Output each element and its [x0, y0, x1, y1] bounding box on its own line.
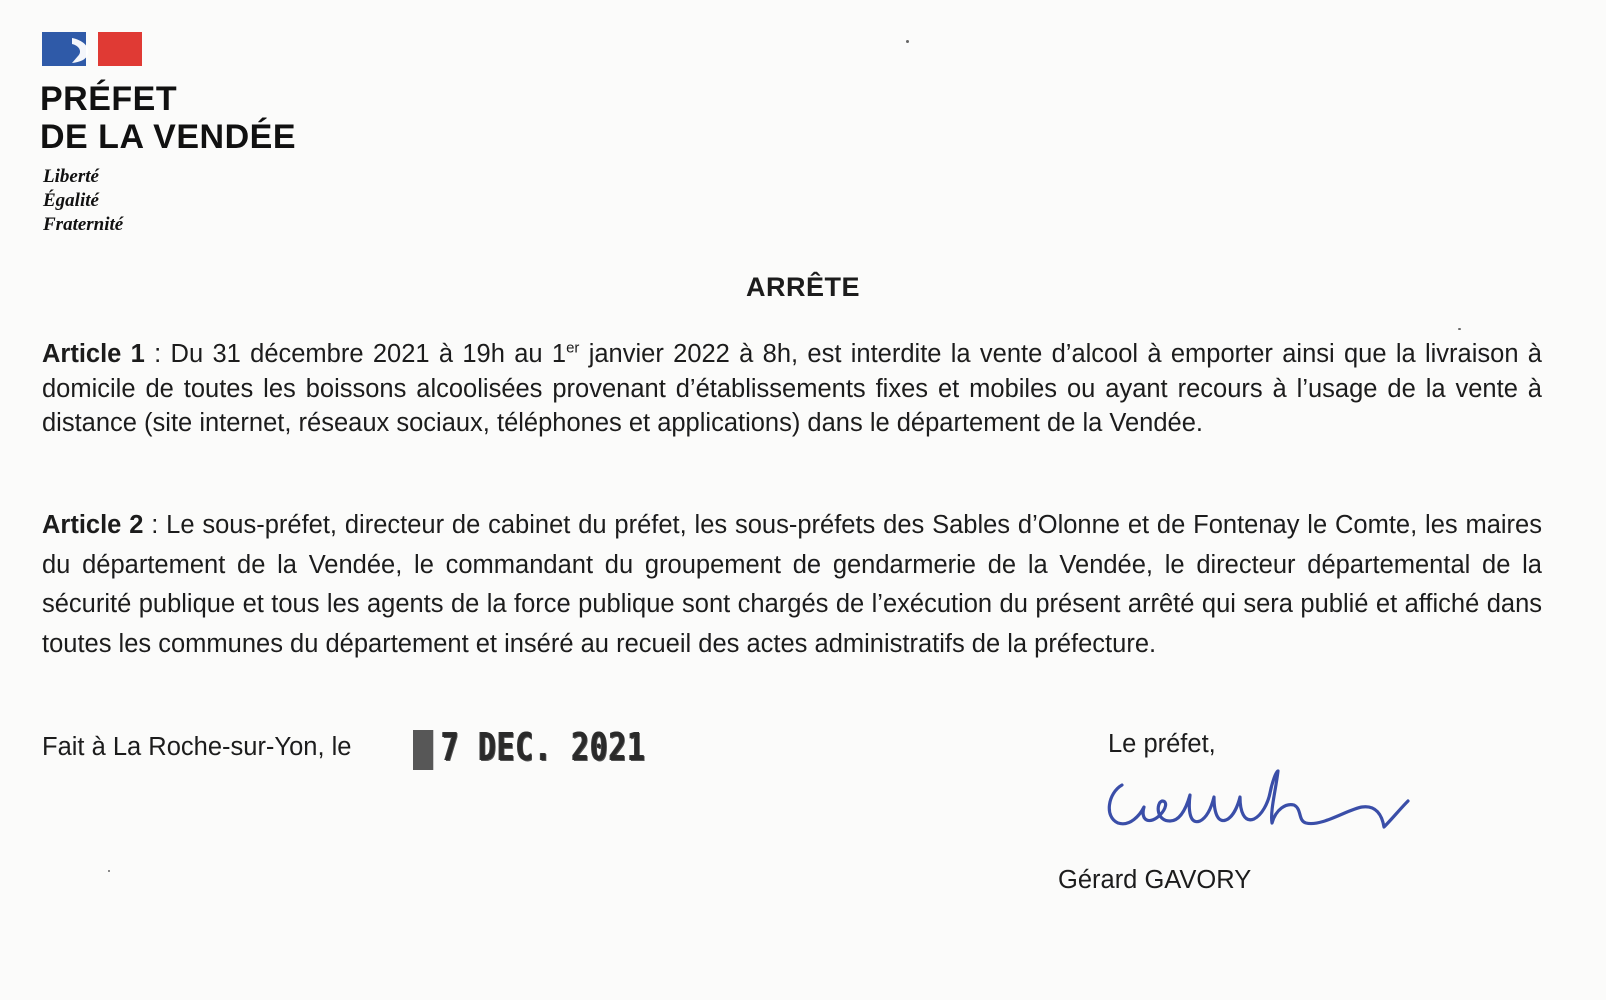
motto-liberte: Liberté — [43, 166, 99, 187]
republic-motto — [43, 165, 123, 237]
place-date-line: Fait à La Roche-sur-Yon, le — [42, 733, 352, 761]
marianne-flag-logo — [42, 32, 142, 66]
stamp-date-text: 7 DEC. 2021 — [441, 725, 646, 769]
article-1-ordinal: er — [566, 339, 580, 357]
date-stamp — [413, 725, 646, 770]
document-title: ARRÊTE — [745, 272, 860, 302]
article-2 — [42, 506, 1542, 664]
scan-speck — [1458, 328, 1461, 330]
article-1-label: Article 1 — [42, 340, 145, 368]
article-1-text-start: : Du 31 décembre 2021 à 19h au 1 — [144, 340, 567, 368]
signer-title: Le préfet, — [1108, 730, 1216, 758]
brand-line-2: DE LA VENDÉE — [40, 118, 297, 156]
stamp-blot — [413, 730, 433, 770]
motto-egalite: Égalité — [43, 190, 99, 211]
scan-speck — [906, 40, 909, 43]
article-1-text-end: janvier 2022 à 8h, est interdite la vente d’alcool à emporter ainsi que la livraison à domicile de toutes les boissons alcoolisées provenant d’établissements fixes et mobiles ou ayant recours à l’usage de la vente à distance (site internet, réseaux sociaux, téléphones et applications) dans le département de la Vendée. — [42, 340, 1542, 437]
scan-speck — [108, 870, 110, 872]
article-1 — [42, 337, 1542, 441]
flag-red-band — [98, 32, 142, 66]
signer-name: Gérard GAVORY — [1058, 866, 1252, 894]
handwritten-signature — [1100, 765, 1420, 845]
brand-line-1: PRÉFET — [40, 80, 178, 118]
article-2-label: Article 2 — [42, 511, 144, 539]
article-2-text: : Le sous-préfet, directeur de cabinet du préfet, les sous-préfets des Sables d’Olonne et de Fontenay le Comte, les maires du département de la Vendée, le commandant du groupement de gendarmerie de la Vendée, le directeur départemental de la sécurité publique et tous les agents de la force publique sont chargés de l’exécution du présent arrêté qui sera publié et affiché dans toutes les communes du département et inséré au recueil des actes administratifs de la préfecture. — [42, 511, 1542, 658]
motto-fraternite: Fraternité — [43, 214, 124, 235]
prefecture-brand — [40, 80, 296, 156]
